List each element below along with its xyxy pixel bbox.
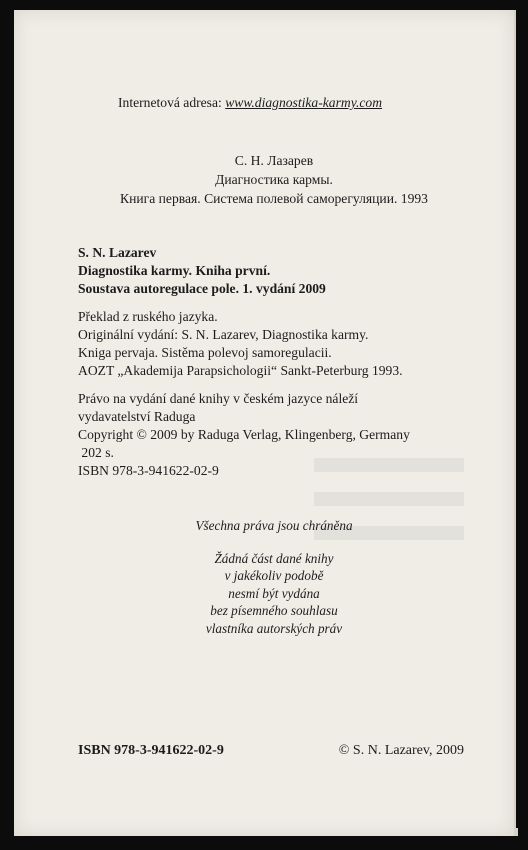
rights-line: Copyright © 2009 by Raduga Verlag, Klingenberg, Germany <box>78 427 410 442</box>
czech-title-line2: Soustava autoregulace pole. 1. vydání 2009 <box>78 281 326 296</box>
russian-subtitle: Книга первая. Система полевой саморегуляции. 1993 <box>120 191 428 206</box>
translation-line: AOZT „Akademija Parapsichologii“ Sankt-Peterburg 1993. <box>78 363 403 378</box>
notice-line: vlastníka autorských práv <box>205 620 343 636</box>
rights-isbn: ISBN 978-3-941622-02-9 <box>78 463 219 478</box>
translation-line: Překlad z ruského jazyka. <box>78 309 218 324</box>
rights-reserved: Všechna práva jsou chráněna <box>195 518 353 533</box>
translation-block <box>78 308 403 380</box>
rights-block <box>78 390 410 480</box>
rights-line: vydavatelství Raduga <box>78 409 196 424</box>
internet-label: Internetová adresa: <box>118 95 222 110</box>
book-page <box>14 10 514 836</box>
footer-copyright: © S. N. Lazarev, 2009 <box>338 743 464 758</box>
czech-title-block <box>78 244 326 298</box>
translation-line: Originální vydání: S. N. Lazarev, Diagnostika karmy. <box>78 327 369 342</box>
footer-isbn: ISBN 978-3-941622-02-9 <box>78 743 224 758</box>
czech-author: S. N. Lazarev <box>78 245 157 260</box>
notice-line: bez písemného souhlasu <box>210 603 338 619</box>
website-link[interactable]: www.diagnostika-karmy.com <box>225 95 383 110</box>
internet-address <box>118 94 382 112</box>
page-count: 202 s. <box>78 445 114 460</box>
notice-block <box>74 550 474 637</box>
russian-title: Диагностика кармы. <box>215 172 333 187</box>
translation-line: Kniga pervaja. Sistěma polevoj samoregulacii. <box>78 345 332 360</box>
notice-line: nesmí být vydána <box>228 585 320 601</box>
czech-title-line1: Diagnostika karmy. Kniha první. <box>78 263 271 278</box>
footer-row <box>78 742 464 760</box>
russian-author: С. Н. Лазарев <box>234 153 314 168</box>
notice-line: v jakékoliv podobě <box>224 568 324 584</box>
russian-title-block <box>74 152 474 208</box>
notice-line: Žádná část dané knihy <box>214 551 334 566</box>
rights-line: Právo na vydání dané knihy v českém jazyce náleží <box>78 391 359 406</box>
